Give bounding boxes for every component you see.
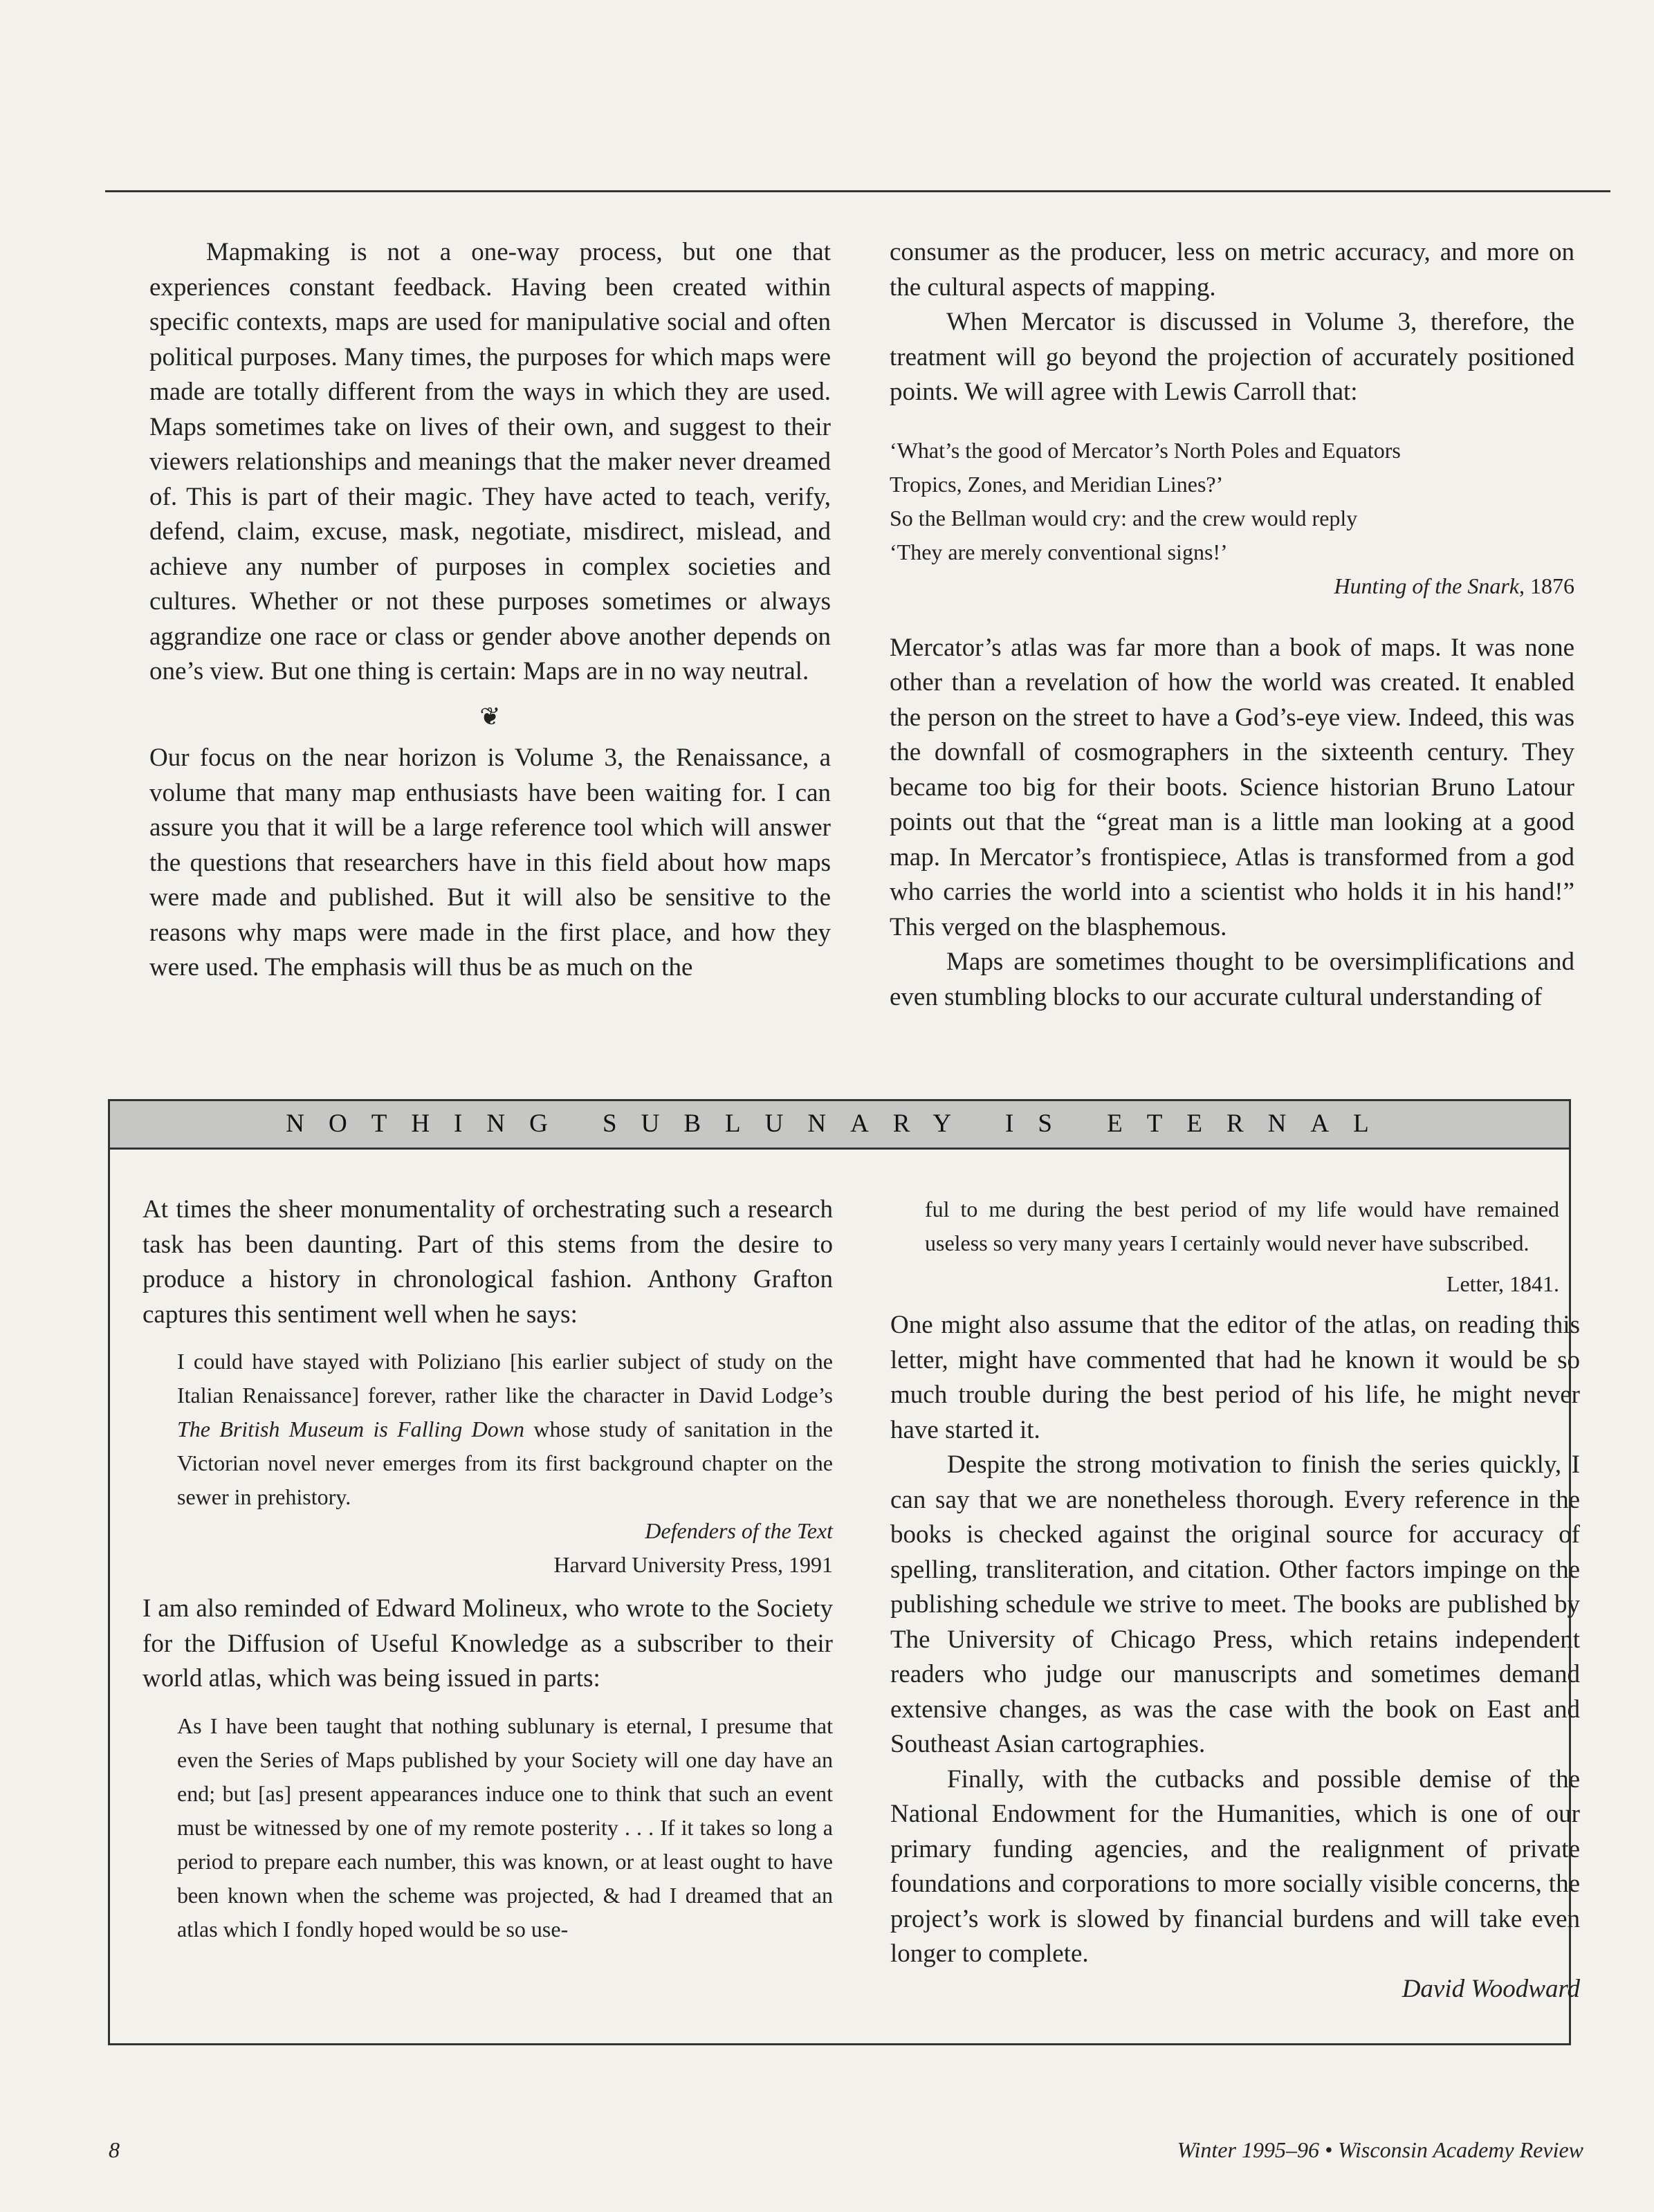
quote-source: Letter, 1841.: [1446, 1271, 1559, 1296]
poem-line: ‘They are merely conventional signs!’: [890, 539, 1228, 564]
quote-text-part: whose study of sanitation in the Victorian novel never emerges from its first background chapter on the sewer in prehistory.: [177, 1417, 833, 1509]
quote-text: [177, 1345, 833, 1514]
poem-line: So the Bellman would cry: and the crew would reply: [890, 505, 1358, 531]
top-right-column: [890, 235, 1574, 1015]
paragraph: I am also reminded of Edward Molineux, who wrote to the Society for the Diffusion of Useful Knowledge as a subscriber to their world atlas, which was being issued in parts:: [143, 1594, 833, 1693]
running-footer: Winter 1995–96 • Wisconsin Academy Review: [1177, 2137, 1583, 2162]
book-title: The British Museum is Falling Down: [177, 1417, 525, 1441]
poem-line: Tropics, Zones, and Meridian Lines?’: [890, 471, 1224, 497]
poem-year: , 1876: [1519, 573, 1574, 598]
paragraph: At times the sheer monumentality of orchestrating such a research task has been daunting. Part of this stems from the desire to produce a history in chronological fashion. Anthony Grafton captures this sentiment well when he says:: [143, 1195, 833, 1329]
poem-source: Hunting of the Snark: [1334, 573, 1519, 598]
box-heading-bar: [110, 1101, 1569, 1150]
paragraph: One might also assume that the editor of the atlas, on reading this letter, might have commented that had he known it would be so much trouble during the best period of his life, he might never have started it.: [890, 1311, 1580, 1444]
page-number: 8: [109, 2137, 120, 2162]
top-left-column: [149, 235, 831, 986]
poem-citation: [890, 569, 1574, 603]
paragraph: Maps are sometimes thought to be oversimplifications and even stumbling blocks to our accurate cultural understanding of: [890, 948, 1574, 1011]
fleuron-ornament-icon: ❦: [479, 702, 501, 730]
poem-line: ‘What’s the good of Mercator’s North Poles and Equators: [890, 437, 1401, 463]
top-rule: [105, 190, 1610, 192]
box-heading: NOTHING SUBLUNARY IS ETERNAL: [286, 1109, 1393, 1138]
molineux-quote-continued: ful to me during the best period of my life would have remained useless so very many years I certainly would never have subscribed.: [925, 1197, 1559, 1255]
grafton-quote: [177, 1345, 833, 1582]
paragraph: Mapmaking is not a one-way process, but one that experiences constant feedback. Having been created within specific contexts, maps are used for manipulative social and often political purposes. Many times, the purposes for which maps were made are totally different from the ways in which they are used. Maps sometimes take on lives of their own, and suggest to their viewers relationships and meanings that the maker never dreamed of. This is part of their magic. They have acted to teach, verify, defend, claim, excuse, mask, negotiate, misdirect, mislead, and achieve any number of purposes in complex societies and cultures. Whether or not these purposes sometimes or always aggrandize one race or class or gender above another depends on one’s view. But one thing is certain: Maps are in no way neutral.: [149, 238, 831, 685]
paragraph: Finally, with the cutbacks and possible demise of the National Endowment for the Humanities, which is one of our primary funding agencies, and the realignment of private foundations and corporations to more socially visible concerns, the project’s work is slowed by financial burdens and will take even longer to complete.: [890, 1764, 1580, 1968]
quote-publisher: Harvard University Press, 1991: [553, 1552, 833, 1577]
molineux-quote: As I have been taught that nothing sublunary is eternal, I presume that even the Series of Maps published by your Society will one day have an end; but [as] present appearances induce one to think that such an event must be witnessed by one of my remote posterity . . . If it takes so long a period to prepare each number, this was known, or at least ought to have been known when the scheme was projected, & had I dreamed that an atlas which I fondly hoped would be so use-: [177, 1713, 833, 1942]
paragraph: Our focus on the near horizon is Volume 3, the Renaissance, a volume that many map enthusiasts have been waiting for. I can assure you that it will be a large reference tool which will answer the questions that researchers have in this field about how maps were made and published. But it will also be sensitive to the reasons why maps were made in the first place, and how they were used. The emphasis will thus be as much on the: [149, 744, 831, 981]
paragraph: consumer as the producer, less on metric accuracy, and more on the cultural aspects of mapping.: [890, 238, 1574, 302]
author-signature: David Woodward: [1402, 1974, 1580, 2003]
quote-text-part: I could have stayed with Poliziano [his earlier subject of study on the Italian Renaissance] forever, rather like the character in David Lodge’s: [177, 1349, 833, 1408]
paragraph: Mercator’s atlas was far more than a book of maps. It was none other than a revelation of how the world was created. It enabled the person on the street to have a God’s-eye view. Indeed, this was the downfall of cosmographers in the sixteenth century. They became too big for their boots. Science historian Bruno Latour points out that the “great man is a little man looking at a good map. In Mercator’s frontispiece, Atlas is transformed from a god who carries the world into a scientist who holds it in his hand!” This verged on the blasphemous.: [890, 633, 1574, 941]
box-left-column: [143, 1192, 833, 1946]
poem-quote: [890, 434, 1574, 603]
quote-source: Defenders of the Text: [645, 1518, 833, 1543]
box-right-column: [890, 1192, 1580, 2007]
paragraph: When Mercator is discussed in Volume 3, therefore, the treatment will go beyond the projection of accurately positioned points. We will agree with Lewis Carroll that:: [890, 308, 1574, 406]
paragraph: Despite the strong motivation to finish the series quickly, I can say that we are nonetheless thorough. Every reference in the books is checked against the original source for accuracy of spelling, transliteration, and citation. Other factors impinge on the publishing schedule we strive to meet. The books are published by The University of Chicago Press, which retains independent readers who judge our manuscripts and sometimes demand extensive changes, as was the case with the book on East and Southeast Asian cartographies.: [890, 1450, 1580, 1758]
